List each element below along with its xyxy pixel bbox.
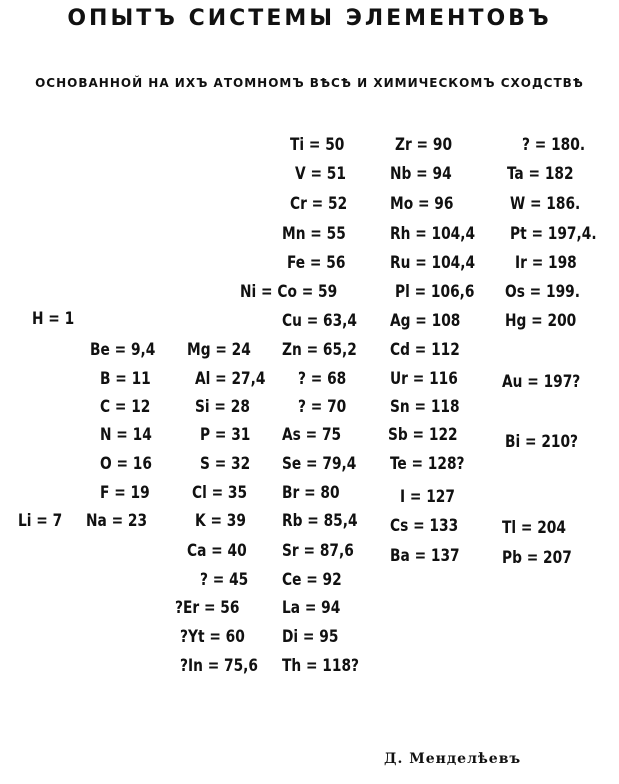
element-entry: Mg = 24	[187, 340, 251, 360]
element-entry: Ni = Co = 59	[240, 282, 338, 302]
element-entry: Ce = 92	[282, 570, 342, 590]
element-entry: Pl = 106,6	[395, 282, 475, 302]
element-entry: Al = 27,4	[195, 369, 266, 389]
element-entry: F = 19	[100, 483, 150, 503]
element-entry: O = 16	[100, 454, 152, 474]
element-entry: Ba = 137	[390, 546, 460, 566]
author-signature: Д. Менделѣевъ	[384, 751, 522, 767]
element-entry: N = 14	[100, 425, 152, 445]
element-entry: W = 186.	[510, 194, 581, 214]
element-entry: K = 39	[195, 511, 246, 531]
element-entry: H = 1	[32, 309, 75, 329]
element-entry: Cl = 35	[192, 483, 248, 503]
element-entry: Cd = 112	[390, 340, 460, 360]
element-entry: S = 32	[200, 454, 251, 474]
element-entry: Ca = 40	[187, 541, 247, 561]
element-entry: Ir = 198	[515, 253, 577, 273]
element-entry: Si = 28	[195, 397, 250, 417]
element-entry: P = 31	[200, 425, 251, 445]
element-entry: Zr = 90	[395, 135, 453, 155]
element-entry: Na = 23	[86, 511, 148, 531]
element-entry: Ru = 104,4	[390, 253, 476, 273]
element-entry: Li = 7	[18, 511, 63, 531]
element-entry: ? = 180.	[522, 135, 586, 155]
element-entry: Ur = 116	[390, 369, 458, 389]
element-entry: Br = 80	[282, 483, 340, 503]
element-entry: Be = 9,4	[90, 340, 156, 360]
element-entry: Te = 128?	[390, 454, 465, 474]
element-entry: Ag = 108	[390, 311, 461, 331]
element-entry: Se = 79,4	[282, 454, 357, 474]
element-entry: ? = 68	[298, 369, 347, 389]
element-entry: Mn = 55	[282, 224, 346, 244]
element-entry: ? = 70	[298, 397, 347, 417]
element-entry: Fe = 56	[287, 253, 346, 273]
element-entry: Mo = 96	[390, 194, 454, 214]
element-entry: Sb = 122	[388, 425, 458, 445]
element-entry: As = 75	[282, 425, 342, 445]
element-entry: B = 11	[100, 369, 151, 389]
element-entry: Zn = 65,2	[282, 340, 357, 360]
element-entry: Os = 199.	[505, 282, 580, 302]
element-entry: Rh = 104,4	[390, 224, 476, 244]
element-entry: Ta = 182	[507, 164, 574, 184]
element-entry: Sr = 87,6	[282, 541, 354, 561]
element-entry: Bi = 210?	[505, 432, 579, 452]
element-entry: Ti = 50	[290, 135, 345, 155]
document-subtitle: ОСНОВАННОЙ НА ИХЪ АТОМНОМЪ ВѢСѢ И ХИМИЧЕСКОМЪ СХОДСТВѢ	[35, 76, 584, 90]
element-entry: ?Yt = 60	[180, 627, 245, 647]
element-entry: Th = 118?	[282, 656, 360, 676]
element-entry: ?Er = 56	[175, 598, 240, 618]
element-entry: I = 127	[400, 487, 455, 507]
element-entry: Cu = 63,4	[282, 311, 357, 331]
document-title: ОПЫТЪ СИСТЕМЫ ЭЛЕМЕНТОВЪ	[67, 6, 552, 31]
element-entry: ?In = 75,6	[180, 656, 258, 676]
element-entry: Pt = 197,4.	[510, 224, 597, 244]
element-entry: Hg = 200	[505, 311, 577, 331]
element-entry: Nb = 94	[390, 164, 452, 184]
element-entry: Au = 197?	[502, 372, 581, 392]
element-entry: C = 12	[100, 397, 151, 417]
element-entry: Pb = 207	[502, 548, 572, 568]
element-entry: Di = 95	[282, 627, 339, 647]
element-entry: La = 94	[282, 598, 341, 618]
element-entry: Sn = 118	[390, 397, 460, 417]
element-entry: V = 51	[295, 164, 346, 184]
element-entry: Tl = 204	[502, 518, 566, 538]
element-entry: Cr = 52	[290, 194, 348, 214]
element-entry: Rb = 85,4	[282, 511, 358, 531]
element-entry: Cs = 133	[390, 516, 459, 536]
element-entry: ? = 45	[200, 570, 249, 590]
